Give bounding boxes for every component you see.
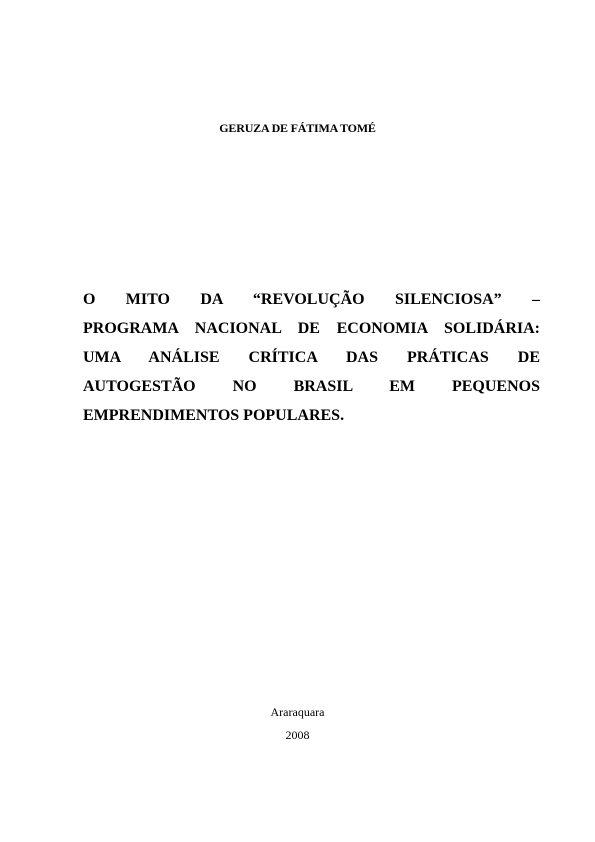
publication-city: Araraquara xyxy=(270,705,325,719)
title-line: O MITO DA “REVOLUÇÃO SILENCIOSA” – xyxy=(83,291,540,308)
title-line: EMPRENDIMENTOS POPULARES. xyxy=(83,407,345,424)
publication-year: 2008 xyxy=(285,728,310,742)
author-name: GERUZA DE FÁTIMA TOMÉ xyxy=(219,121,376,135)
title-line: AUTOGESTÃO NO BRASIL EM PEQUENOS xyxy=(83,378,540,395)
document-title xyxy=(83,285,540,430)
title-line: PROGRAMA NACIONAL DE ECONOMIA SOLIDÁRIA: xyxy=(83,320,540,337)
title-line: UMA ANÁLISE CRÍTICA DAS PRÁTICAS DE xyxy=(83,349,540,366)
